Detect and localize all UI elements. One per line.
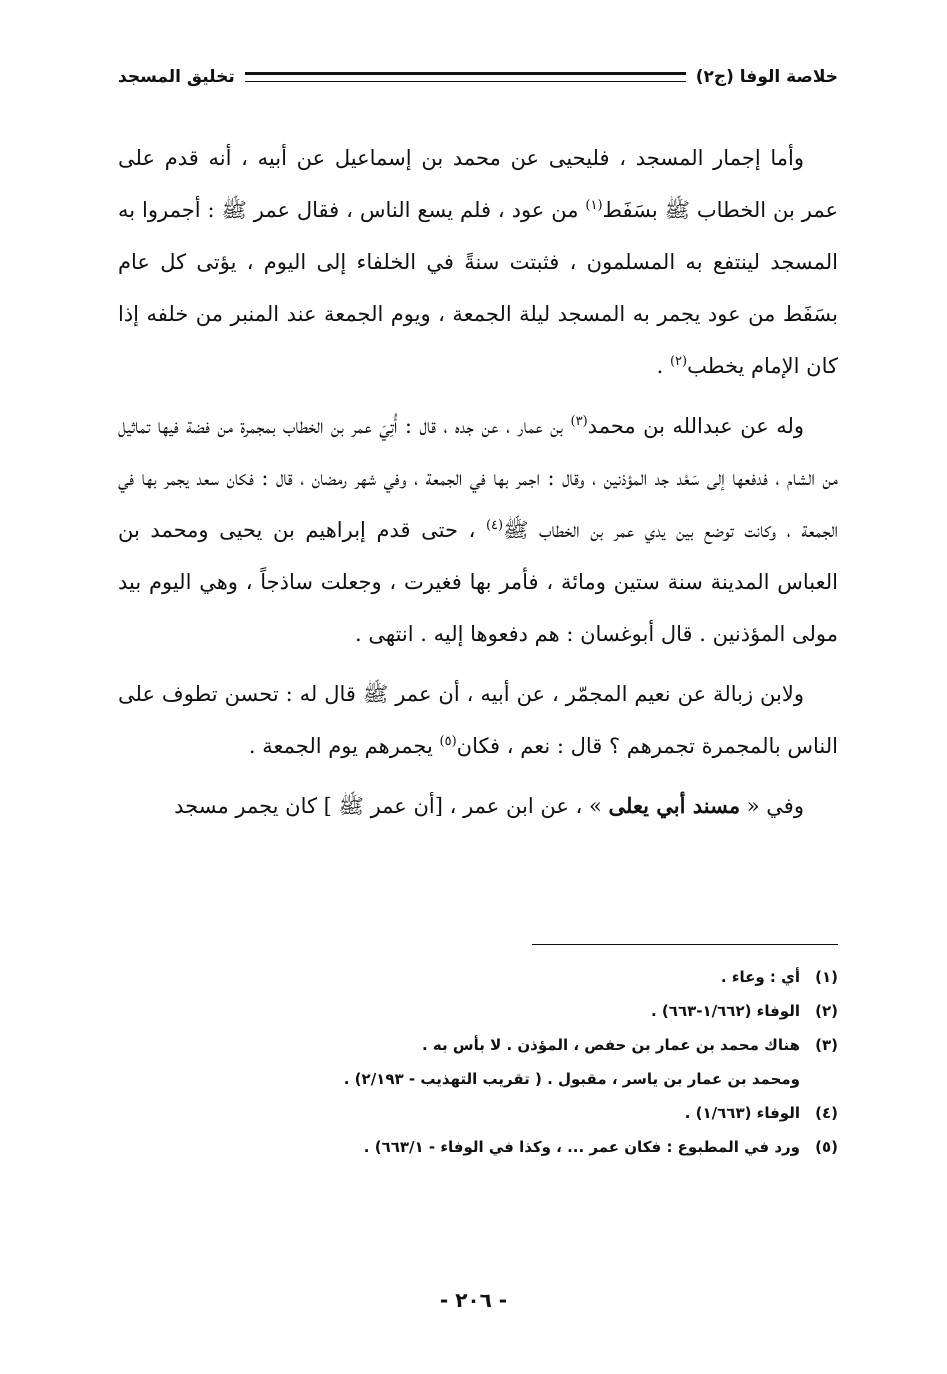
footnote-ref-3: (٣): [570, 414, 588, 429]
footnote-5: [118, 1130, 838, 1164]
footnote-ref-2: (٢): [669, 354, 688, 369]
footnote-number: (٥): [815, 1138, 838, 1156]
header-rule: [245, 72, 686, 82]
footnote-text: هناك محمد بن عمار بن حفص ، المؤذن . لا بأس به .: [422, 1036, 800, 1054]
paragraph-1-text-b: من عود ، فلم يسع الناس ، فقال عمر ﷺ : أجمروا به المسجد لينتفع به المسلمون ، فثبتت سنةً في الخلفاء إلى اليوم ، يؤتى كل عام بسَفَط من عود يجمر به المسجد ليلة الجمعة ، ويوم الجمعة عند المنبر من خلفه إذا كان الإمام يخطب: [118, 198, 838, 378]
footnotes: [118, 960, 838, 1164]
page-number: - ٢٠٦ -: [439, 1288, 508, 1312]
footnote-number: (١): [815, 968, 838, 986]
paragraph-2-text-a: وله عن عبدالله بن محمد: [587, 414, 804, 438]
paragraph-3-text-a: ولابن زبالة عن نعيم المجمّر ، عن أبيه ، أن عمر ﷺ قال له : تحسن تطوف على الناس بالمجمرة تجمرهم ؟ قال : نعم ، فكان: [118, 682, 838, 758]
footnote-separator: [532, 944, 838, 945]
footnote-ref-4: (٤): [485, 518, 504, 533]
footnote-2: [118, 994, 838, 1028]
footnote-3-continuation: [118, 1062, 838, 1096]
paragraph-2-text-c: ، حتى قدم إبراهيم بن يحيى ومحمد بن العباس المدينة سنة ستين ومائة ، فأمر بها فغيرت ، وجعلت ساذجاً ، وهي اليوم بيد مولى المؤذنين . قال أبوغسان : هم دفعوها إليه . انتهى .: [118, 518, 838, 646]
source-title: مسند أبي يعلى: [608, 793, 741, 818]
footnote-text: ورد في المطبوع : فكان عمر ... ، وكذا في الوفاء - ٦٦٣/١) .: [363, 1138, 800, 1156]
footnote-3: [118, 1028, 838, 1062]
paragraph-3-text-b: يجمرهم يوم الجمعة .: [248, 734, 440, 758]
footnote-ref-1: (١): [585, 198, 603, 213]
paragraph-2-text-b: بن عمار ، عن جده ، قال : أُتِيَ عمر بن الخطاب بمجمرة من فضة فيها تماثيل من الشام ، فدفعها إلى سَعْد جد المؤذنين ، وقال : اجمر بها في الجمعة ، وفي شهر رمضان ، قال : فكان سعد يجمر بها في الجمعة ، وكانت توضع بين يدي عمر بن الخطاب ﷺ: [118, 414, 838, 542]
paragraph-1-text-a: وأما إجمار المسجد ، فليحيى عن محمد بن إسماعيل عن أبيه ، أنه قدم على عمر بن الخطاب ﷺ بسَفَط: [118, 146, 838, 222]
running-header: [118, 60, 838, 94]
footnote-number: (٢): [815, 1002, 838, 1020]
paragraph-1-text-c: .: [656, 354, 670, 378]
footnote-text: ومحمد بن عمار بن ياسر ، مقبول . ( تقريب التهذيب - ٢/١٩٣) .: [343, 1070, 800, 1088]
footnote-4: [118, 1096, 838, 1130]
paragraph-2: [118, 400, 838, 660]
footnote-text: أي : وعاء .: [720, 968, 800, 986]
paragraph-4: [118, 780, 838, 832]
main-text: [118, 132, 838, 840]
header-book-title: خلاصة الوفا (ج٢): [695, 67, 838, 87]
header-chapter-title: تخليق المسجد: [118, 67, 235, 87]
footnote-number: (٣): [815, 1036, 838, 1054]
footnote-ref-5: (٥): [439, 734, 457, 749]
paragraph-4-text-b: » ، عن ابن عمر ، [أن عمر ﷺ ] كان يجمر مسجد: [174, 794, 609, 818]
footnote-text: الوفاء (١/٦٦٣) .: [684, 1104, 800, 1122]
footnote-text: الوفاء (١/٦٦٢-٦٦٣) .: [651, 1002, 800, 1020]
footnote-1: [118, 960, 838, 994]
paragraph-1: [118, 132, 838, 392]
paragraph-4-text-a: وفي «: [740, 794, 804, 818]
footnote-number: (٤): [815, 1104, 838, 1122]
paragraph-3: [118, 668, 838, 772]
